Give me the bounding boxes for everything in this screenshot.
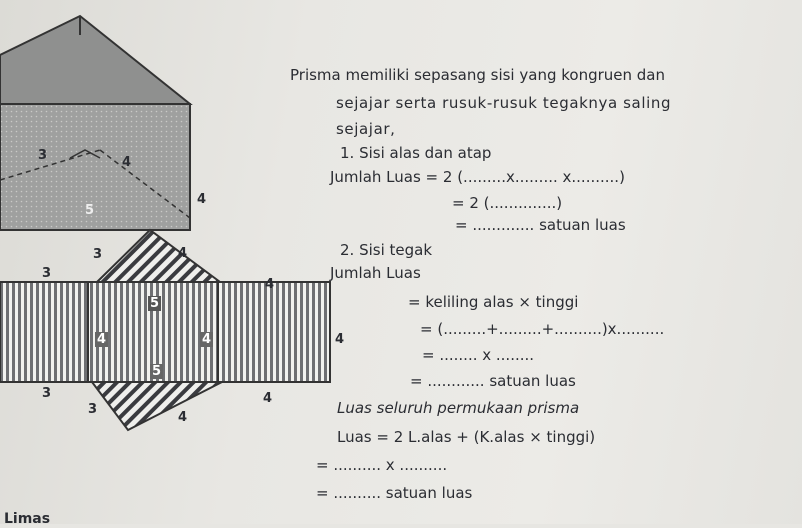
net-label-middle-4-right: 4 [202, 332, 212, 347]
item1-line-3: = ............. satuan luas [455, 216, 626, 234]
prism-3d [0, 16, 190, 230]
net-label-top-tri-right: 4 [178, 246, 188, 261]
total-title: Luas seluruh permukaan prisma [337, 399, 580, 417]
intro-line-2: sejajar serta rusuk-rusuk tegaknya saling [336, 94, 672, 112]
net-label-top-tri-left: 3 [93, 247, 103, 262]
total-formula: Luas = 2 L.alas + (K.alas × tinggi) [337, 428, 596, 446]
item1-line-2: = 2 (..............) [452, 194, 563, 212]
net-label-middle-5-top: 5 [150, 296, 160, 311]
net-label-bottom-left: 3 [42, 386, 52, 401]
net-label-bottom-tri-right: 4 [178, 410, 188, 425]
item2-line-1: = keliling alas × tinggi [408, 293, 579, 311]
prism-label-4: 4 [122, 155, 132, 170]
total-line-2: = .......... satuan luas [316, 484, 473, 502]
total-line-1: = .......... x .......... [316, 456, 448, 474]
item2-line-2: = (.........+.........+..........)x.......... [420, 320, 665, 338]
net-label-right-top: 4 [265, 277, 275, 292]
prism-label-5: 5 [85, 203, 95, 218]
prism-label-height: 4 [197, 192, 207, 207]
item2-line-3: = ........ x ........ [422, 346, 535, 364]
net-label-bottom-tri-left: 3 [88, 402, 98, 417]
intro-line-3: sejajar, [336, 120, 396, 138]
item1-title: 1. Sisi alas dan atap [340, 144, 492, 162]
net-label-left-edge: 3 [42, 266, 52, 281]
net-label-right-side: 4 [335, 332, 345, 347]
footer-heading: Limas [4, 511, 51, 527]
item2-title: 2. Sisi tegak [340, 241, 433, 259]
item1-line-1: Jumlah Luas = 2 (.........x......... x..........) [330, 168, 625, 186]
prism-label-3: 3 [38, 148, 48, 163]
net-label-middle-4-left: 4 [97, 332, 107, 347]
intro-line-1: Prisma memiliki sepasang sisi yang kongruen dan [290, 66, 665, 84]
net-label-bottom-right: 4 [263, 391, 273, 406]
net-label-middle-5-bottom: 5 [152, 364, 162, 379]
item2-line-4: = ............ satuan luas [410, 372, 576, 390]
item2-label: Jumlah Luas [330, 264, 421, 282]
